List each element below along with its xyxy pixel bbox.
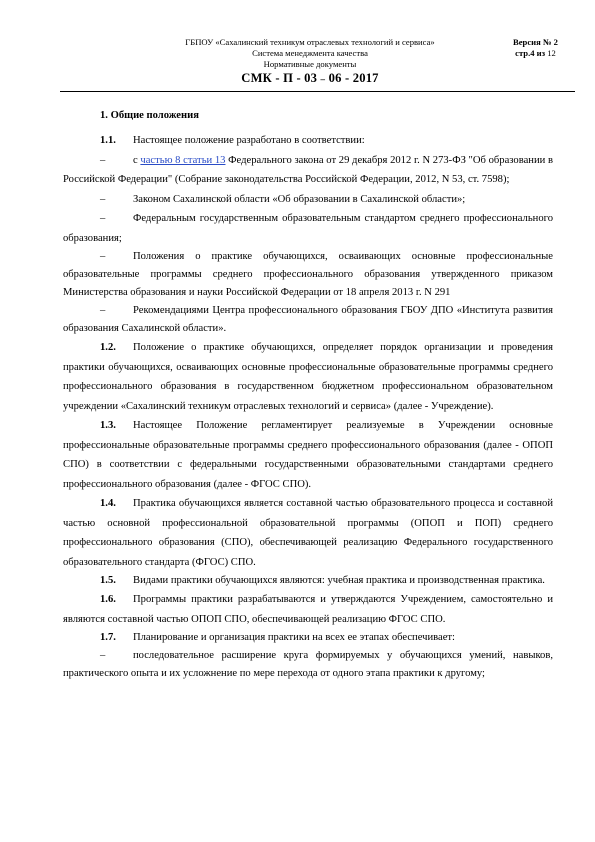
document-code [120, 71, 500, 87]
dash-item-text: Федеральным государственным образовательным стандартом среднего профессионального образования; [63, 213, 553, 244]
paragraph-text: Видами практики обучающихся являются: учебная практика и производственная практика. [133, 575, 545, 586]
header-quality-system: Система менеджмента качества [252, 48, 368, 58]
document-header [120, 37, 500, 87]
paragraph-number: 1.4. [100, 498, 116, 509]
document-body [63, 109, 553, 683]
paragraph-number: 1.3. [100, 420, 116, 431]
paragraph-text: Практика обучающихся является составной частью образовательного процесса и составной частью основной профессиональной образовательной программы (ОПОП и ПОП) среднего профессионального образования (СПО), обеспечивающей реализацию Федерального государственного образовательного стандарта (ФГОС) СПО. [63, 498, 553, 568]
dash-item-6 [63, 647, 553, 683]
header-divider [60, 91, 575, 92]
dash-item-text: Законом Сахалинской области «Об образовании в Сахалинской области»; [133, 193, 466, 205]
header-normative-docs: Нормативные документы [263, 59, 357, 69]
paragraph-1-6 [63, 590, 553, 629]
paragraph-number: 1.2. [100, 342, 116, 353]
dash-item-3 [63, 209, 553, 248]
paragraph-1-5 [63, 572, 553, 590]
dash-mark: – [100, 650, 106, 661]
dash-mark: – [100, 251, 106, 262]
dash-item-1 [63, 151, 553, 190]
section-title: 1. Общие положения [100, 110, 199, 121]
paragraph-1-2 [63, 338, 553, 416]
dash-item-text: Положения о практике обучающихся, осваивающих основные профессиональные образовательные программы среднего профессионального образования утвержденного приказом Министерства образования и науки Российской Федерации от 18 апреля 2013 г. N 291 [63, 251, 553, 298]
paragraph-1-4 [63, 494, 553, 572]
page-label: стр.4 из [515, 48, 546, 58]
dash-item-5 [63, 302, 553, 338]
dash-item-text: Федерального закона от 29 декабря 2012 г. N 273-ФЗ "Об образовании в Российской Федерации" (Собрание законодательства Российской Федерации, 2012, N 53, ст. 7598); [63, 154, 553, 185]
paragraph-1-1 [63, 131, 553, 151]
dash-mark: – [100, 193, 106, 205]
document-code-dash: – [320, 74, 326, 84]
paragraph-number: 1.5. [100, 575, 116, 586]
dash-mark: – [100, 154, 106, 166]
dash-item-4 [63, 248, 553, 302]
paragraph-number: 1.1. [100, 135, 116, 146]
document-code-part-b: 06 - 2017 [328, 71, 379, 85]
dash-mark: – [100, 213, 106, 224]
paragraph-1-3 [63, 416, 553, 494]
dash-item-2 [63, 190, 553, 210]
paragraph-text: Положение о практике обучающихся, определяет порядок организации и проведения практики обучающихся, осваивающих основные профессиональные образовательные программы среднего профессионального образования в государственном бюджетном профессиональном образовательном учреждении «Сахалинский техникум отраслевых технологий и сервиса» (далее - Учреждение). [63, 342, 553, 412]
paragraph-1-7 [63, 629, 553, 647]
dash-item-prefix: с [133, 154, 141, 166]
version-block [513, 37, 558, 59]
page-total: 12 [547, 48, 556, 58]
paragraph-number: 1.6. [100, 594, 116, 605]
header-organization: ГБПОУ «Сахалинский техникум отраслевых технологий и сервиса» [185, 37, 435, 47]
paragraph-text: Планирование и организация практики на всех ее этапах обеспечивает: [133, 632, 456, 643]
version-label: Версия № 2 [513, 37, 558, 47]
paragraph-text: Настоящее положение разработано в соответствии: [133, 135, 365, 146]
paragraph-text: Настоящее Положение регламентирует реализуемые в Учреждении основные профессиональные образовательные программы среднего профессионального образования (далее - ОПОП СПО) в соответствии с федеральными государственными образовательными стандартами среднего профессионального образования (далее - ФГОС СПО). [63, 420, 553, 490]
document-code-part-a: СМК - П - 03 [241, 71, 318, 85]
dash-mark: – [100, 305, 106, 316]
paragraph-number: 1.7. [100, 632, 116, 643]
paragraph-text: Программы практики разрабатываются и утверждаются Учреждением, самостоятельно и являются составной частью ОПОП СПО, обеспечивающей реализацию ФГОС СПО. [63, 594, 553, 625]
law-article-link[interactable]: частью 8 статьи 13 [140, 154, 226, 166]
dash-item-text: Рекомендациями Центра профессионального образования ГБОУ ДПО «Института развития образования Сахалинской области». [63, 305, 553, 334]
dash-item-text: последовательное расширение круга формируемых у обучающихся умений, навыков, практического опыта и их усложнение по мере перехода от одного этапа практики к другому; [63, 650, 553, 679]
